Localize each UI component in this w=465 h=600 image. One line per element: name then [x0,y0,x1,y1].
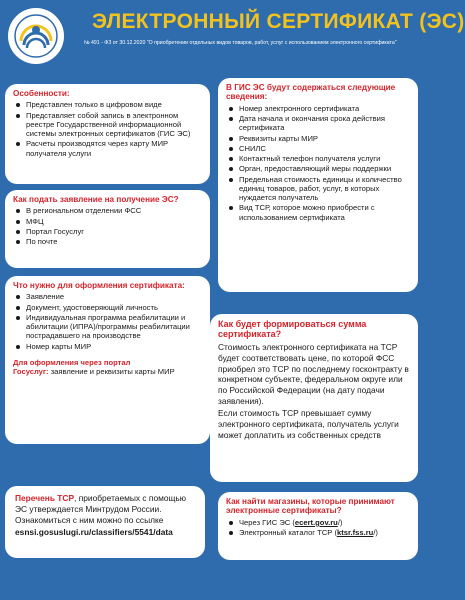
list-item: Представляет собой запись в электронном реестре Государственной информационной системы электронных сертификатов (ГИС ЭС) [13,111,202,139]
features-card [5,84,210,184]
ktsr-link[interactable]: ktsr.fss.ru [337,528,374,538]
list-item: Вид ТСР, которое можно приобрести с использованием сертификата [226,203,410,222]
sum-card [210,314,418,482]
list-item: СНИЛС [226,144,410,153]
tsr-link[interactable]: esnsi.gosuslugi.ru/classifiers/5541/data [15,526,173,537]
list-item: По почте [13,237,202,246]
shops-item-2-text: Электронный каталог ТСР ( [239,528,337,538]
documents-title: Что нужно для оформления сертификата: [13,281,185,290]
page-title: ЭЛЕКТРОННЫЙ СЕРТИФИКАТ (ЭС) [92,10,465,33]
list-item: Орган, предоставляющий меры поддержки [226,164,410,173]
sum-paragraph-2: Если стоимость ТСР превышает сумму электронного сертификата, получатель услуги может доплатить из собственных средств [218,408,399,441]
tsr-text: , приобретаемых с помощью ЭС утверждается Минтрудом России. Ознакомиться с ним можно по ссылке [15,493,187,525]
list-item: Контактный телефон получателя услуги [226,154,410,163]
shops-item-1-end: /) [337,517,343,527]
gis-info-card [218,78,418,292]
list-item: Дата начала и окончания срока действия сертификата [226,114,410,133]
shops-list [226,518,410,538]
tsr-list-card [5,486,205,558]
portal-title: Для оформления через портал [13,357,131,367]
apply-list [13,206,202,246]
sum-title: Как будет формироваться сумма сертификата? [218,319,367,340]
list-item: Портал Госуслуг [13,227,202,236]
list-item: Реквизиты карты МИР [226,134,410,143]
list-item [226,528,410,537]
fss-emblem-icon [13,13,59,59]
features-list [13,100,202,158]
shops-item-2-end: /) [373,528,378,538]
list-item [226,518,410,527]
list-item: Представлен только в цифровом виде [13,100,202,109]
features-title: Особенности: [13,89,70,98]
gis-list [226,104,410,222]
list-item: В региональном отделении ФСС [13,206,202,215]
law-reference: № 491 - ФЗ от 30.12.2020 "О приобретении отдельных видов товаров, работ, услуг с использованием электронного сертификата" [84,40,397,46]
tsr-label: Перечень ТСР [15,493,75,503]
shops-item-1-text: Через ГИС ЭС ( [239,517,295,527]
apply-card [5,190,210,268]
documents-card [5,276,210,444]
list-item: Предельная стоимость единицы и количество единиц товаров, работ, услуг, в которых нуждается получатель [226,175,410,203]
fss-logo [8,8,64,64]
list-item: Индивидуальная программа реабилитации и абилитации (ИПРА)/программы реабилитации пострадавшего на производстве [13,313,202,341]
shops-card [218,492,418,560]
list-item: Номер электронного сертификата [226,104,410,113]
portal-label: Госуслуг: [13,367,49,377]
portal-text: заявление и реквизиты карты МИР [48,367,175,377]
gis-title: В ГИС ЭС будут содержаться следующие сведения: [226,83,396,102]
list-item: Номер карты МИР [13,342,202,351]
list-item: МФЦ [13,217,202,226]
documents-list [13,292,202,351]
sum-paragraph-1: Стоимость электронного сертификата на ТСР будет соответствовать цене, по которой ФСС приобрел это ТСР по последнему госконтракту в конкретном субъекте, федеральном округе или по Российской Федерации (на дату подачи заявления). [218,341,409,407]
apply-title: Как подать заявление на получение ЭС? [13,195,179,204]
list-item: Расчеты производятся через карту МИР получателя услуги [13,139,202,158]
list-item: Документ, удостоверяющий личность [13,303,202,312]
list-item: Заявление [13,292,202,301]
ecert-link[interactable]: ecert.gov.ru [294,517,338,527]
shops-title: Как найти магазины, которые принимают электронные сертификаты? [226,497,395,516]
